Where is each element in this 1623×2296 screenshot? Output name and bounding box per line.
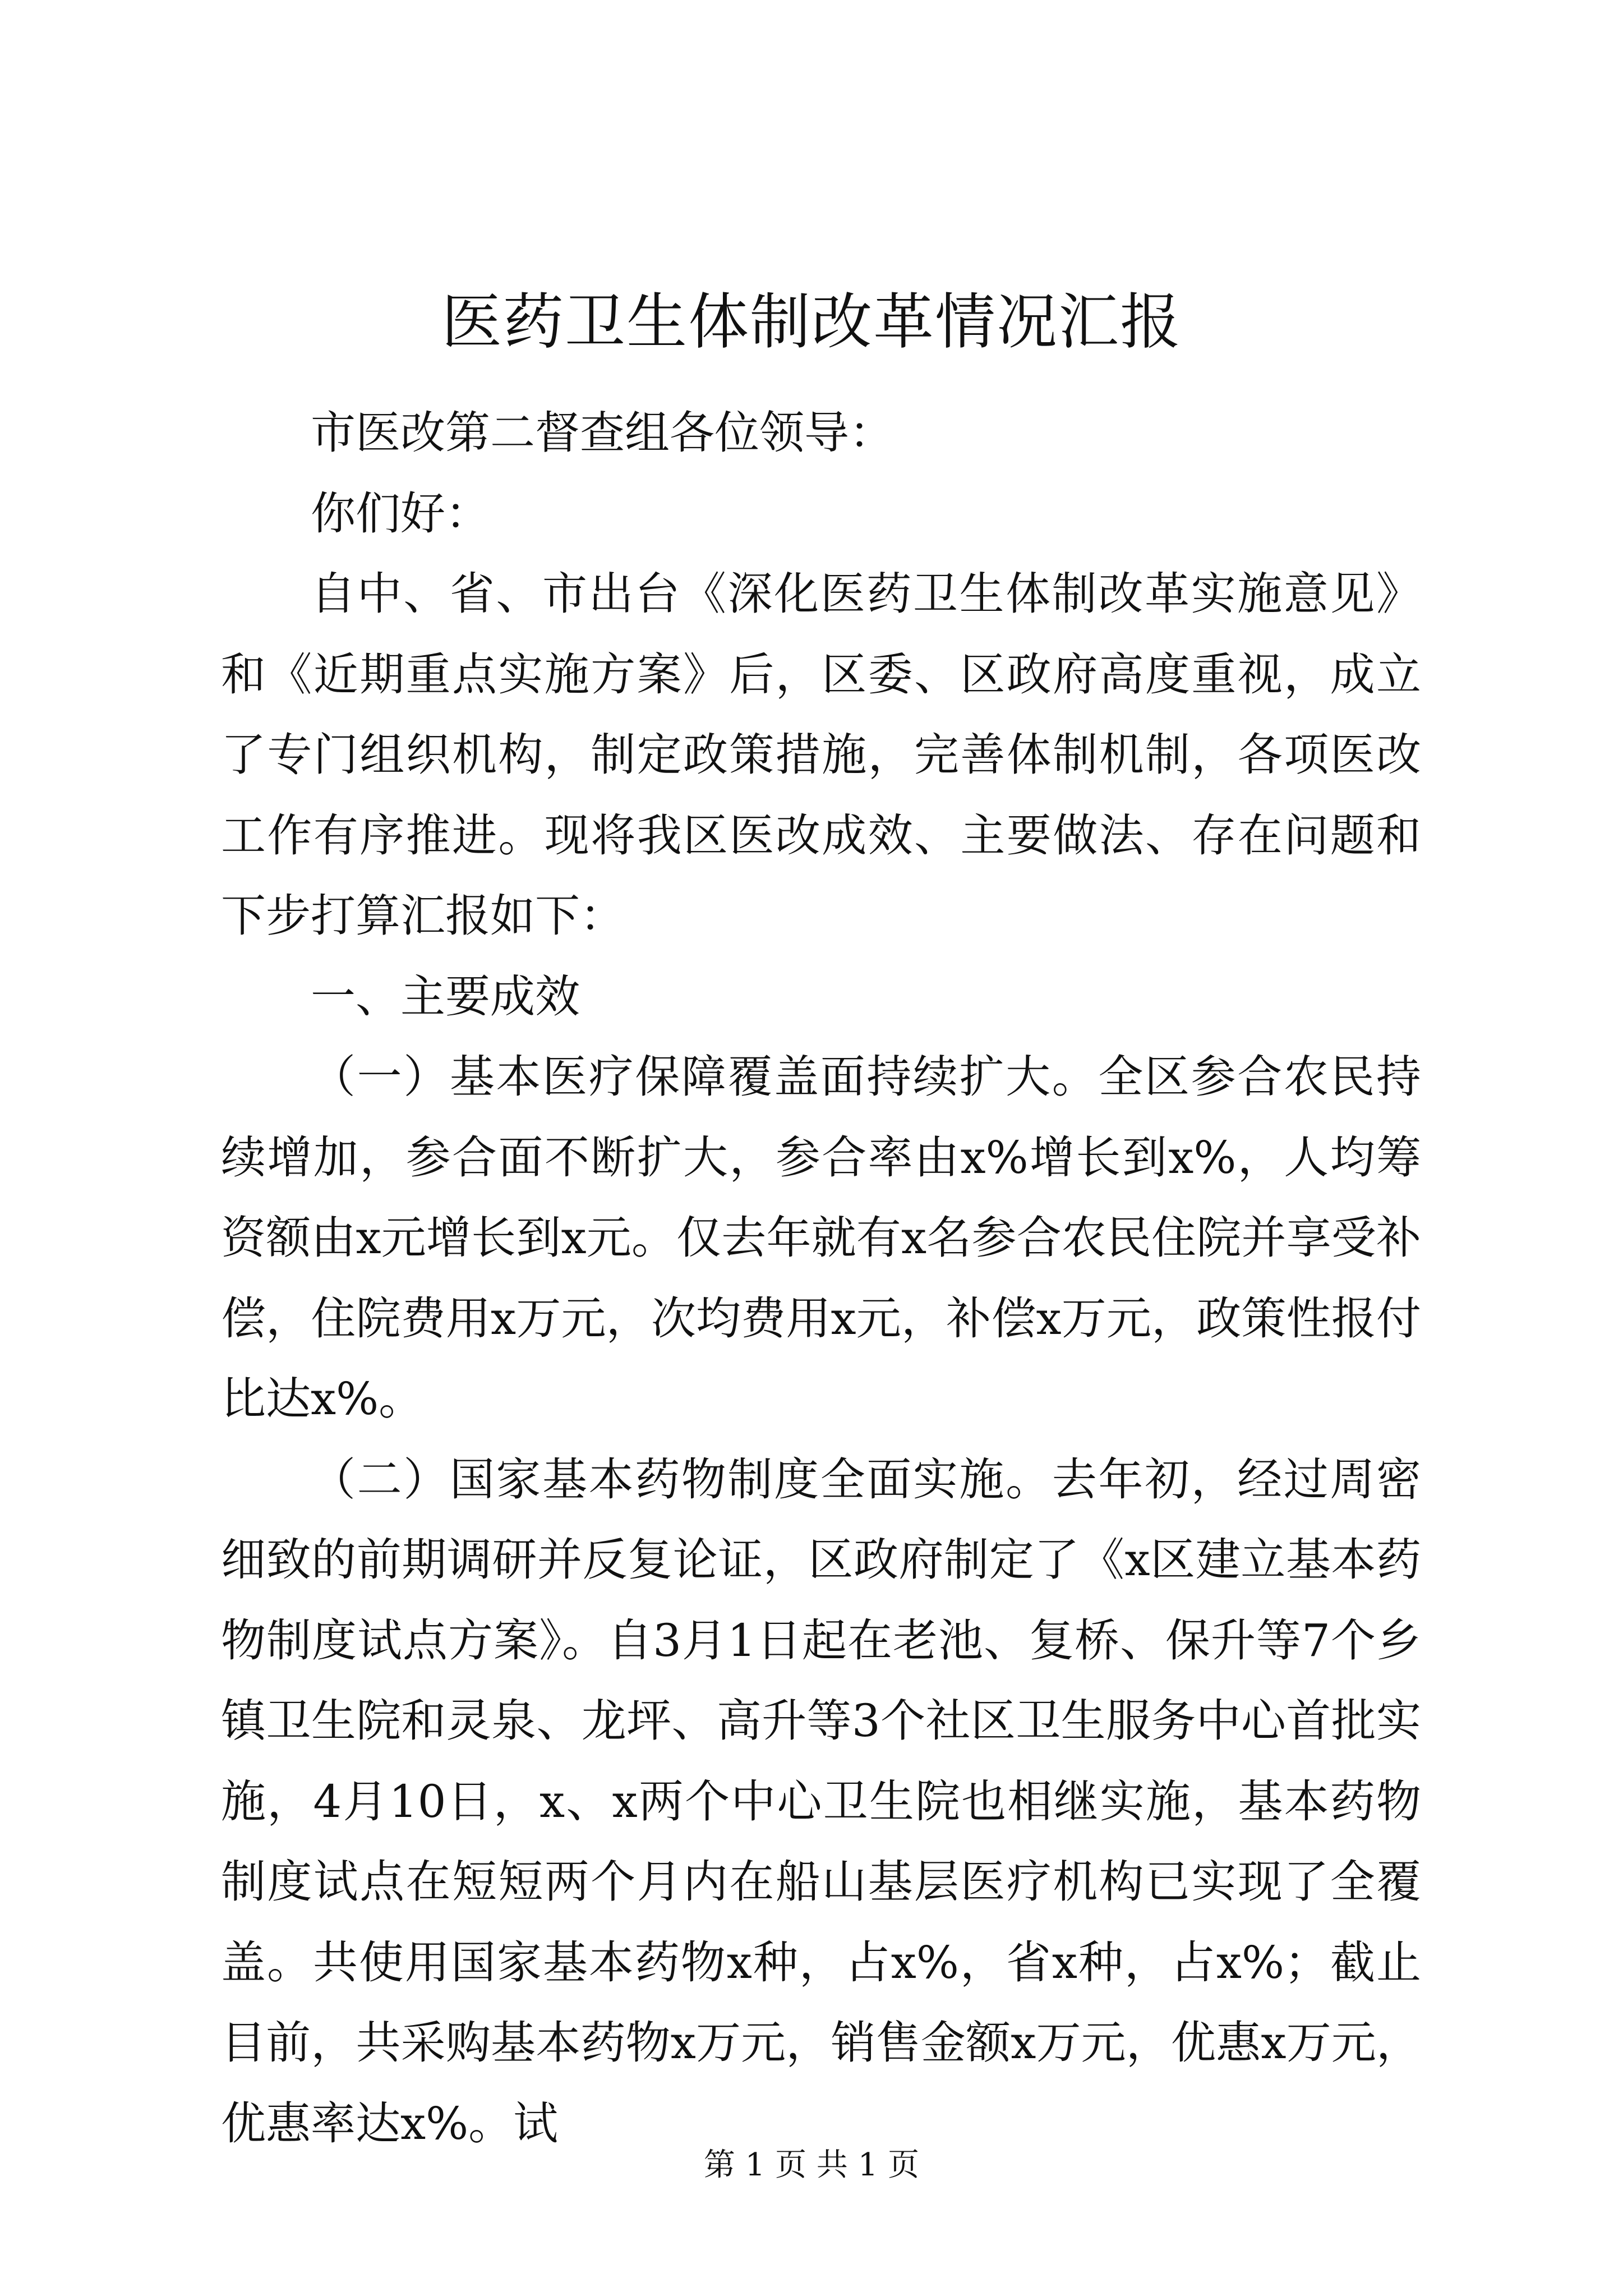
page-footer: 第 1 页 共 1 页 [703,2147,920,2183]
page-title: 医药卫生体制改革情况汇报 [441,287,1182,357]
document-body [221,393,1421,2164]
paragraph-medical-insurance: （一）基本医疗保障覆盖面持续扩大。全区参合农民持续增加，参合面不断扩大，参合率由x%增长到x%，人均筹资额由x元增长到x元。仅去年就有x名参合农民住院并享受补偿，住院费用x万元，次均费用x元，补偿x万元，政策性报付比达x%。 [221,1051,1421,1425]
greeting: 你们好： [311,487,490,540]
section-heading: 一、主要成效 [311,970,580,1023]
paragraph-essential-drugs: （二）国家基本药物制度全面实施。去年初，经过周密细致的前期调研并反复论证，区政府制定了《x区建立基本药物制度试点方案》。自3月1日起在老池、复桥、保升等7个乡镇卫生院和灵泉、龙坪、高升等3个社区卫生服务中心首批实施，4月10日，x、x两个中心卫生院也相继实施，基本药物制度试点在短短两个月内在船山基层医疗机构已实现了全覆盖。共使用国家基本药物x种，占x%，省x种，占x%；截止目前，共采购基本药物x万元，销售金额x万元，优惠x万元，优惠率达x%。试 [221,1453,1421,2150]
intro-paragraph: 自中、省、市出台《深化医药卫生体制改革实施意见》和《近期重点实施方案》后，区委、区政府高度重视，成立了专门组织机构，制定政策措施，完善体制机制，各项医改工作有序推进。现将我区医改成效、主要做法、存在问题和下步打算汇报如下： [221,568,1421,942]
salutation: 市医改第二督查组各位领导： [311,407,894,459]
